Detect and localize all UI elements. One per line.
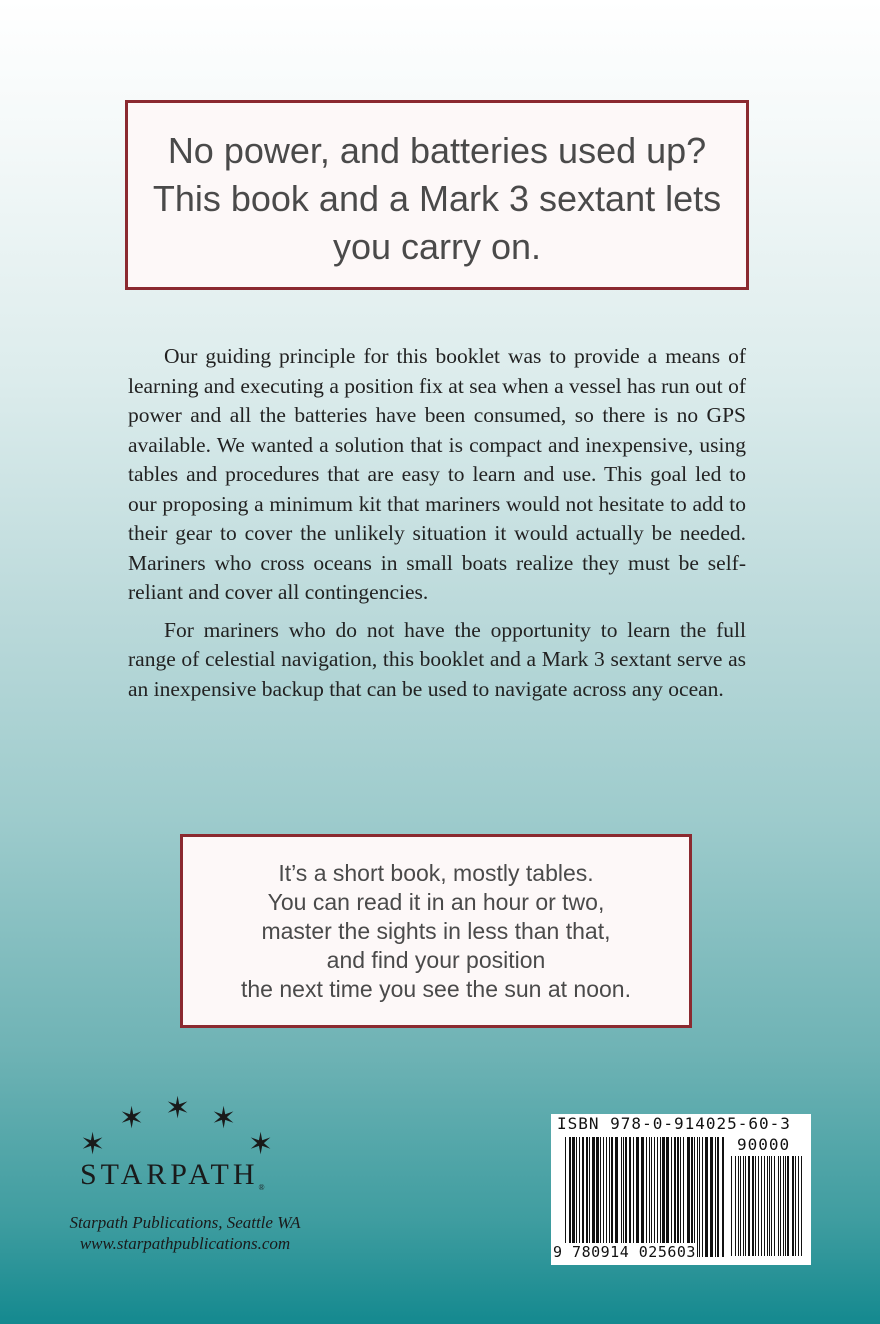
barcode-bar — [589, 1137, 590, 1257]
barcode-bar — [771, 1156, 772, 1256]
barcode-bar — [592, 1137, 595, 1257]
star-icon: ✶ — [119, 1101, 145, 1136]
isbn-label: ISBN 978-0-914025-60-3 — [557, 1114, 791, 1133]
barcode-bar — [740, 1156, 741, 1256]
barcode-bar — [705, 1137, 708, 1257]
barcode-bar — [697, 1137, 698, 1257]
barcode-addon-bars — [731, 1156, 803, 1256]
barcode-bar — [636, 1137, 639, 1257]
barcode-bar — [735, 1156, 736, 1256]
barcode-bar — [657, 1137, 658, 1257]
barcode-bar — [623, 1137, 624, 1257]
barcode-bar — [677, 1137, 679, 1257]
barcode-bar — [660, 1137, 661, 1257]
barcode-bar — [694, 1137, 695, 1257]
barcode-bar — [625, 1137, 627, 1257]
barcode-bar — [582, 1137, 584, 1257]
barcode-bar — [785, 1156, 786, 1256]
barcode-bar — [609, 1137, 610, 1257]
barcode-bar — [600, 1137, 601, 1257]
barcode-bar — [795, 1156, 796, 1256]
barcode-bar — [621, 1137, 622, 1257]
barcode-bar — [748, 1156, 750, 1256]
barcode-bar — [674, 1137, 676, 1257]
star-icon: ✶ — [165, 1091, 191, 1126]
barcode-bar — [780, 1156, 781, 1256]
publisher-name: Starpath Publications, Seattle WA — [69, 1213, 301, 1232]
barcode-bar — [778, 1156, 779, 1256]
bottom-callout-line-3: master the sights in less than that, — [261, 918, 611, 944]
barcode-bar — [680, 1137, 681, 1257]
barcode-bar — [798, 1156, 799, 1256]
barcode-bar — [717, 1137, 719, 1257]
body-paragraph-1: Our guiding principle for this booklet was to provide a means of learning and executing a position fix at sea when a vessel has run out of power and all the batteries have been consumed, so there is no GPS available. We wanted a solution that is compact and inexpensive, using tables and procedures that are easy to learn and use. This goal led to our proposing a minimum kit that mariners would not hesitate to add to their gear to cover the unlikely situation it would actually be needed. Mariners who cross oceans in small boats realize they must be self-reliant and cover all contingencies. — [128, 344, 746, 604]
barcode-bar — [646, 1137, 647, 1257]
barcode-bar — [565, 1137, 566, 1257]
barcode-bar — [671, 1137, 672, 1257]
body-paragraph-2: For mariners who do not have the opportunity to learn the full range of celestial navigation, this booklet and a Mark 3 sextant serve as an inexpensive backup that can be used to navigate across any ocean. — [128, 617, 746, 701]
barcode-bar — [755, 1156, 756, 1256]
barcode-bar — [710, 1137, 713, 1257]
barcode-bar — [731, 1156, 732, 1256]
star-icon: ✶ — [211, 1101, 237, 1136]
top-callout-line-1: No power, and batteries used up? — [167, 130, 707, 171]
barcode-bar — [699, 1137, 700, 1257]
barcode-bar — [769, 1156, 770, 1256]
barcode-bar — [801, 1156, 802, 1256]
barcode-bar — [715, 1137, 716, 1257]
barcode-bar — [611, 1137, 613, 1257]
barcode-bar — [764, 1156, 765, 1256]
barcode-bar — [603, 1137, 604, 1257]
barcode-bar — [641, 1137, 644, 1257]
bottom-callout-line-2: You can read it in an hour or two, — [267, 889, 605, 915]
barcode-ean-digits: 9 780914 025603 — [553, 1243, 696, 1261]
starpath-logo — [58, 1090, 308, 1270]
barcode-bar — [615, 1137, 618, 1257]
barcode-bar — [792, 1156, 794, 1256]
bottom-callout-line-1: It’s a short book, mostly tables. — [278, 860, 594, 886]
barcode-bar — [633, 1137, 634, 1257]
barcode-bar — [767, 1156, 768, 1256]
barcode-bar — [629, 1137, 631, 1257]
publisher-info — [60, 1212, 310, 1254]
barcode-bar — [745, 1156, 746, 1256]
barcode-bar — [691, 1137, 693, 1257]
star-icon: ✶ — [248, 1127, 274, 1162]
barcode-bar — [606, 1137, 607, 1257]
barcode-bar — [761, 1156, 762, 1256]
barcode-bar — [579, 1137, 580, 1257]
barcode-bar — [738, 1156, 739, 1256]
top-callout-line-3: you carry on. — [332, 226, 542, 267]
barcode-bar — [787, 1156, 789, 1256]
barcode-bar — [666, 1137, 669, 1257]
barcode-bar — [687, 1137, 690, 1257]
bottom-callout-line-5: the next time you see the sun at noon. — [241, 976, 631, 1002]
barcode-bar — [651, 1137, 652, 1257]
barcode-bar — [649, 1137, 650, 1257]
barcode-bar — [569, 1137, 571, 1257]
top-callout-line-2: This book and a Mark 3 sextant lets — [152, 178, 722, 219]
barcode-bar — [752, 1156, 754, 1256]
publisher-url: www.starpathpublications.com — [79, 1234, 291, 1253]
star-icon: ✶ — [80, 1127, 106, 1162]
bottom-callout-box — [180, 834, 692, 1028]
barcode-bar — [758, 1156, 759, 1256]
barcode-main-bars — [565, 1137, 725, 1257]
bottom-callout-line-4: and find your position — [326, 947, 546, 973]
barcode-bar — [586, 1137, 588, 1257]
barcode-addon-digits: 90000 — [737, 1135, 791, 1154]
barcode-bar — [576, 1137, 577, 1257]
barcode-bar — [654, 1137, 655, 1257]
barcode-bar — [722, 1137, 724, 1257]
barcode-bar — [683, 1137, 684, 1257]
barcode-bar — [783, 1156, 784, 1256]
body-text — [128, 342, 746, 712]
barcode-bar — [743, 1156, 744, 1256]
barcode-bar — [662, 1137, 665, 1257]
barcode-bar — [596, 1137, 599, 1257]
barcode-bar — [774, 1156, 775, 1256]
brand-name: STARPATH® — [80, 1158, 265, 1192]
barcode-bar — [572, 1137, 575, 1257]
isbn-barcode — [551, 1114, 811, 1265]
top-callout-box — [125, 100, 749, 290]
barcode-bar — [702, 1137, 703, 1257]
registered-mark: ® — [258, 1183, 265, 1192]
